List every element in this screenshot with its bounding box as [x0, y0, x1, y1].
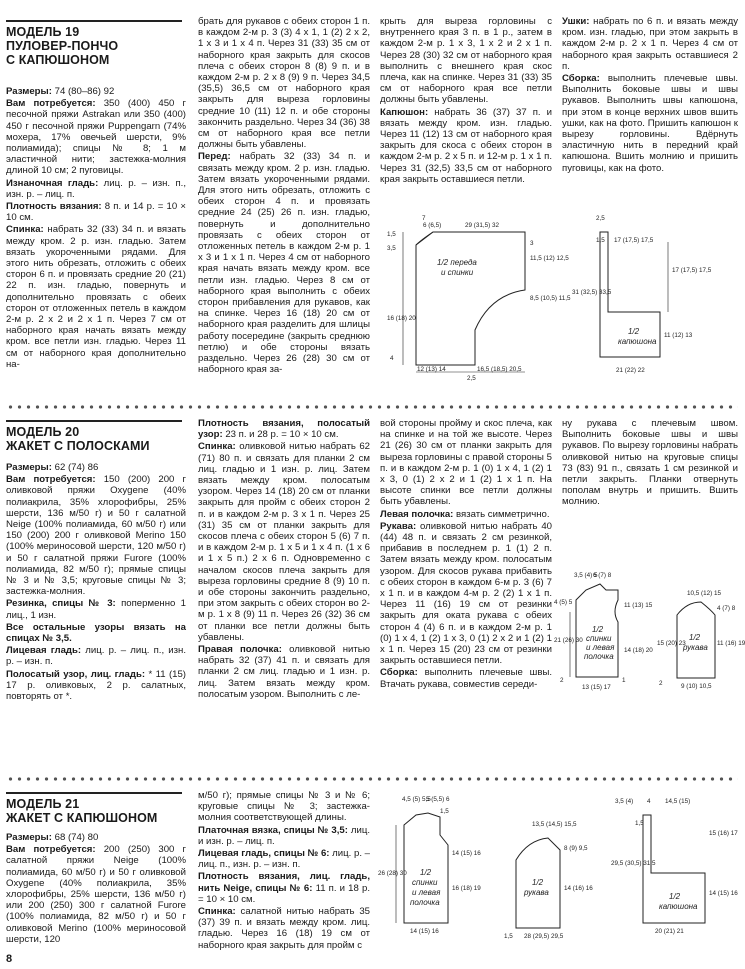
paragraph — [6, 598, 186, 620]
paragraph-text: 11 п. и 18 р. = 10 × 10 см. — [198, 882, 370, 905]
dim-ear-side: 1,5 — [635, 820, 644, 827]
dim-sleeve-side: 11 (16) 19 — [717, 640, 745, 647]
model-19-column-4 — [562, 16, 738, 175]
paragraph-text: м/50 г); прямые спицы № 3 и № 6; круговые спицы № 3; застежка-молния соответствующей длины. — [198, 790, 370, 824]
paragraph — [6, 669, 186, 703]
paragraph — [6, 645, 186, 667]
paragraph — [198, 16, 370, 150]
paragraph — [562, 73, 738, 174]
paragraph-text: ну рукава с плечевым швом. Выполнить боковые швы и швы рукавов. По вырезу горловины набрать оливковой нитью на круговые спицы 73 (83) 91 п., связать 1 см резинкой и петли закрыть. Планки отвернуть пополам внутрь и пришить. Вшить молнию. — [562, 418, 738, 508]
dim-cuff-width: 9 (10) 10,5 — [681, 683, 712, 690]
model-20-column-1 — [6, 462, 186, 703]
paragraph-heading: Полосатый узор, лиц. гладь: — [6, 668, 146, 680]
paragraph-heading: Рукава: — [380, 520, 417, 532]
model-20-sleeve-diagram — [655, 590, 745, 690]
paragraph-heading: Резинка, спицы № 3: — [6, 598, 116, 610]
dim-ear-top: 4 — [647, 798, 651, 805]
paragraph — [562, 16, 738, 72]
dim-hood-right: 17 (17,5) 17,5 — [672, 267, 712, 274]
paragraph — [562, 418, 738, 508]
piece-label-4: полочка — [584, 652, 614, 661]
dim-sleeve-length: 15 (20) 23 — [657, 640, 686, 647]
paragraph-text: лиц. р. – лиц. п., изн. р. – изн. п. — [198, 848, 370, 871]
section-divider-1 — [6, 404, 738, 410]
paragraph-heading: Капюшон: — [380, 106, 429, 118]
model-20-back-front-diagram — [554, 572, 653, 692]
dim-side: 16 (18) 19 — [452, 885, 481, 892]
paragraph-text: салатной нитью набрать 35 (37) 39 п. и вязать между кром. лиц. гладью. Через 16 (18) 19 см от наборного края закрыть для пройм с — [198, 906, 370, 951]
model-21-sleeve-diagram — [490, 821, 593, 940]
paragraph-text: набрать 32 (33) 34 п. и вязать между кром. 2 р. изн. гладью. Затем вязать укороченными рядами. Для этого нить обрезать, отложить с обеих сторон 6 п. и провязать средние 20 (21) 22 п. изн. гладью, повернуть и дополнительно провязать с обеих сторон от отложенных петель в каждом 2-м р. 2 х 2 и 2 х 1 п. Через 7 см от наборного края начать вязать между кром. все петли изн. гладью. Через 11 см от наборного края дополнительно на- — [6, 224, 186, 370]
model-21-column-1 — [6, 832, 186, 946]
dim-hood-width: 21 (22) 22 — [616, 367, 645, 374]
paragraph-text: * 11 (15) 17 р. оливковых, 2 р. салатных, повторять от *. — [6, 668, 186, 703]
paragraph-heading: Размеры: — [6, 462, 52, 473]
paragraph-heading: Спинка: — [198, 906, 236, 918]
model-21-header — [6, 797, 186, 825]
model-19-number: МОДЕЛЬ 19 — [6, 25, 80, 39]
paragraph-heading: Спинка: — [198, 441, 236, 453]
dim-hood-top: 17 (17,5) 17,5 — [614, 237, 654, 244]
dim-shoulder-width: 29 (31,5) 32 — [465, 222, 499, 229]
paragraph-text: набрать 36 (37) 37 п. и вязать между кром. изн. гладью. Через 11 (12) 13 см от наборного края закрыть для скоса с обеих сторон в каждом 2-м р. 2 х 5 п. и 12-м р. 1 х 1 п. Через 31 (32,5) 33,5 см от наборного края закрыть оставшиеся петли. — [380, 106, 552, 185]
paragraph — [6, 844, 186, 945]
paragraph-text: поперменно 1 лиц., 1 изн. — [6, 598, 186, 621]
dim-ear: 3,5 (4) — [615, 798, 634, 805]
dim-shoulder-drop: 1,5 — [440, 808, 449, 815]
model-19-column-1 — [6, 86, 186, 371]
paragraph — [380, 107, 552, 185]
paragraph-text: 200 (250) 300 г салатной пряжи Neige (100% полиамида, 60 м/50 г) и 50 г оливковой Oxygene (40% полиакрила, 35% хлорофибры, 25% шерсти, 136 м/50 г) или 200 (250) 300 г салатной Furore (100% полиамида, 82 м/50 г) и 50 г оливковой Merino (100% мериносовой шерсти, 120 — [6, 844, 186, 945]
paragraph-heading: Сборка: — [380, 667, 418, 679]
paragraph-text: выполнить плечевые швы. Выполнить боковые швы и швы рукавов. Выполнить швы капюшона, при этом в конце верхних швов вшить ушки, как на фото. Пришить капюшон к вырезу горловины. Вдёрнуть эластичную нить в передний край капюшона. Вшить молнию и пришить пуговицы, как на фото. — [562, 73, 738, 174]
section-divider-2 — [6, 776, 738, 782]
dim-ear-top: 2,5 — [596, 215, 605, 222]
dim-cap-top: 13,5 (14,5) 15,5 — [532, 821, 577, 828]
model-19-rule — [6, 20, 182, 22]
dim-neck-depth-2: 3,5 — [387, 245, 396, 252]
hood-label-1: 1/2 — [669, 892, 681, 901]
dim-cap-top: 10,5 (12) 15 — [687, 590, 721, 597]
dim-neck: 4,5 (5) 5,5 — [402, 796, 431, 803]
paragraph — [198, 871, 370, 905]
dim-edge: 1 — [622, 677, 626, 684]
paragraph-heading: Размеры: — [6, 86, 52, 97]
paragraph-text: крыть для выреза горловины с внутреннего края 3 п. в 1 р., затем в каждом 2-м р. 1 х 3, 1 х 2 и 2 х 1 п. Через 28 (30) 32 см от наборного края выполнить с внешнего края скос плеча, как на спинке. Через 31 (33) 35 см от наборного края все петли должны быть убавлены. — [380, 16, 552, 106]
dim-hood-base: 11 (12) 13 — [664, 332, 693, 339]
model-21-hood-diagram — [611, 795, 738, 935]
dim-width: 14 (15) 16 — [410, 928, 439, 935]
piece-label-hood-2: капюшона — [618, 337, 657, 346]
sleeve-label-1: 1/2 — [689, 633, 701, 642]
paragraph-heading: Вам потребуется: — [6, 474, 96, 486]
paragraph-heading: Изнаночная гладь: — [6, 177, 99, 189]
paragraph-text: набрать по 6 п. и вязать между кром. изн. гладью, при этом закрыть в каждом 2-м р. 2 х 1 п. Через 4 см от наборного края закрыть оставшиеся 2 п. — [562, 16, 738, 72]
paragraph — [6, 86, 186, 97]
paragraph — [6, 178, 186, 200]
sleeve-label-2: рукава — [524, 888, 549, 897]
paragraph-text: оливковой нитью набрать 32 (37) 41 п. и связать для планки 2 см лиц. гладью и 1 изн. р. лиц. Затем вязать между кром. полосатым узором. Выполнить с ле- — [198, 644, 370, 700]
paragraph — [6, 622, 186, 644]
dim-width: 13 (15) 17 — [582, 684, 611, 691]
sleeve-label-1: 1/2 — [532, 878, 544, 887]
model-20-rule — [6, 420, 182, 422]
paragraph-heading: Все остальные узоры вязать на спицах № 3,5. — [6, 621, 186, 645]
paragraph — [198, 441, 370, 643]
paragraph — [380, 16, 552, 106]
model-21-column-2 — [198, 790, 370, 952]
piece-label-3: и левая — [412, 888, 441, 897]
dim-hood-height: 29,5 (30,5) 31,5 — [611, 860, 656, 867]
paragraph-heading: Ушки: — [562, 16, 590, 27]
dim-shoulder-drop: 3 — [530, 240, 534, 247]
paragraph — [198, 151, 370, 375]
dim-ear-side: 1,5 — [596, 237, 605, 244]
paragraph — [198, 644, 370, 700]
model-21-rule — [6, 792, 182, 794]
paragraph-heading: Плотность вязания, полосатый узор: — [198, 418, 370, 441]
paragraph-text: 62 (74) 86 — [51, 462, 99, 473]
dim-bottom-left: 12 (13) 14 — [417, 366, 446, 373]
model-21-title: ЖАКЕТ С КАПЮШОНОМ — [6, 811, 158, 825]
dim-shoulder: 6 (7) 8 — [593, 572, 612, 579]
dim-cuff: 1,5 — [504, 933, 513, 940]
paragraph — [198, 418, 370, 440]
paragraph-text: вязать симметрично. — [453, 508, 550, 520]
paragraph-text: 8 п. и 14 р. = 10 × 10 см. — [6, 201, 186, 224]
paragraph-text: лиц. и изн. р. – лиц. п. — [198, 824, 370, 847]
dim-bottom-gap: 2,5 — [467, 375, 476, 382]
sleeve-label-2: рукава — [683, 643, 708, 652]
paragraph — [6, 474, 186, 597]
dim-neck-width: 6 (6,5) — [423, 222, 442, 229]
model-20-number: МОДЕЛЬ 20 — [6, 425, 80, 439]
paragraph-text: лиц. р. – изн. п., изн. р. – лиц. п. — [6, 177, 186, 200]
dim-neck-top: 7 — [422, 215, 426, 222]
hood-label-2: капюшона — [659, 902, 698, 911]
paragraph — [198, 906, 370, 951]
model-19-title-line-1: ПУЛОВЕР-ПОНЧО — [6, 39, 119, 53]
dim-cap-height: 8 (9) 9,5 — [564, 845, 588, 852]
paragraph — [6, 462, 186, 473]
piece-label-front-back-1: 1/2 переда — [437, 258, 477, 267]
dim-sleeve-height: 11,5 (12) 12,5 — [530, 255, 569, 262]
dim-hood-height: 31 (32,5) 33,5 — [572, 289, 612, 296]
model-20-column-3 — [380, 418, 552, 691]
paragraph-text: выполнить плечевые швы. Втачать рукава, совместив середи- — [380, 667, 552, 690]
dim-side: 14 (18) 20 — [624, 647, 653, 654]
paragraph — [6, 224, 186, 370]
paragraph-text: 150 (200) 200 г оливковой пряжи Oxygene (40% полиакрила, 35% хлорофибры, 25% шерсти, 136 м/50 г) и 50 г салатной Neige (100% полиамида, 60 м/50 г) или 150 (200) 200 г оливковой Merino 150 (100% мериносовой шерсти, 120 м/50 г) и 50 г салатной пряжи Furore (100% полиамида, 82 м/50 г); прямые спицы № 3 и № 3,5; круговые спицы № 3; застежка-молния. — [6, 474, 186, 598]
model-19-front-back-diagram — [387, 210, 571, 382]
paragraph — [198, 848, 370, 870]
paragraph-text: 23 п. и 28 р. = 10 × 10 см. — [222, 429, 339, 441]
piece-label-3: и левая — [586, 643, 615, 652]
piece-label-2: спинки — [586, 634, 612, 643]
dim-side-height: 8,5 (10,5) 11,5 — [530, 295, 571, 302]
paragraph-heading: Размеры: — [6, 832, 52, 843]
paragraph — [380, 667, 552, 689]
paragraph-text: лиц. р. – лиц. п., изн. р. – изн. п. — [6, 645, 187, 668]
model-19-title-line-2: С КАПЮШОНОМ — [6, 53, 110, 67]
paragraph — [380, 418, 552, 508]
piece-label-hood-1: 1/2 — [628, 327, 640, 336]
paragraph-heading: Лицевая гладь: — [6, 645, 82, 657]
page-number: 8 — [6, 953, 13, 965]
paragraph-heading: Сборка: — [562, 73, 600, 85]
model-19-column-3 — [380, 16, 552, 186]
dim-hem: 4 — [390, 355, 394, 362]
paragraph-heading: Вам потребуется: — [6, 98, 96, 110]
piece-label-front-back-2: и спинки — [441, 268, 474, 277]
paragraph-heading: Левая полочка: — [380, 508, 454, 520]
dim-neck-depth-1: 1,5 — [387, 231, 396, 238]
paragraph — [6, 98, 186, 176]
piece-label-1: 1/2 — [420, 868, 432, 877]
paragraph-heading: Плотность вязания, лиц. гладь, нить Neige, спицы № 6: — [198, 871, 370, 894]
model-19-header — [6, 25, 186, 67]
dim-cuff: 2 — [659, 680, 663, 687]
model-21-back-front-diagram — [380, 795, 480, 935]
dim-neck: 3,5 (4) 5 — [574, 572, 598, 579]
paragraph — [198, 825, 370, 847]
dim-hood-right: 15 (16) 17 — [709, 830, 738, 837]
paragraph — [380, 509, 552, 520]
piece-label-2: спинки — [412, 878, 438, 887]
paragraph-heading: Правая полочка: — [198, 644, 282, 656]
dim-body-height: 21 (26) 30 — [554, 637, 583, 644]
paragraph-heading: Вам потребуется: — [6, 844, 96, 856]
model-20-header — [6, 425, 186, 453]
paragraph-heading: Плотность вязания: — [6, 201, 102, 213]
paragraph-heading: Спинка: — [6, 224, 44, 236]
paragraph-heading: Перед: — [198, 151, 231, 163]
paragraph-text: оливковой нитью набрать 62 (71) 80 п. и связать для планки 2 см лиц. гладью и 1 изн. р. лиц. Затем вязать между кром. полосатым узором. Через 14 (18) 20 см от планки закрыть для пройм с обеих сторон 2 п. и в каждом 2-м р. 3 х 1 п. Через 25 (31) 35 см от планки закрыть для скосов плеча с обеих сторон 5 (6) 7 п. и в каждом 2-м р. 1 х 5 и 1 х 4 п. (1 х 6 и 1 х 5 п.) 2 х 6 п. Одновременно с началом скосов плеча закрыть для выреза горловины средние 8 (9) 10 п. и обе стороны закончить раздельно, при этом закрыть с обеих сторон во 2-м р. 1 х 8 (9) 11 п. Через 26 (32) 36 см от планки все петли должны быть убавлены. — [198, 441, 370, 643]
dim-cuff-width: 28 (29,5) 29,5 — [524, 933, 564, 940]
paragraph-text: набрать 32 (33) 34 п. и связать между кром. 2 р. изн. гладью. Затем вязать укороченными рядами. Для этого нить обрезать, отложить с обеих сторон 4 п. и провязать средние 24 (25) 26 п. изн. гладью, повернуть и дополнительно провязать с обеих сторон от отложенных петель в каждом 2-м р. 1 х 3 и 1 х 1 п. Через 4 см от наборного края начать вязать между кром. все петли изн. гладью. Через 8 см от наборного края выполнить с обеих сторон прибавления для рукавов, как на спинке. Через 16 (18) 20 см от наборного края разделить для шлицы работу посередине (закрыть среднюю петлю) и обе стороны вязать раздельно. Через 26 (28) 30 см от наборного края за- — [198, 151, 370, 376]
model-20-column-4 — [562, 418, 738, 509]
paragraph-heading: Лицевая гладь, спицы № 6: — [198, 848, 330, 860]
dim-shoulder: 5 (5,5) 6 — [426, 796, 450, 803]
dim-hood-top: 14,5 (15) — [665, 798, 691, 805]
piece-label-1: 1/2 — [592, 625, 604, 634]
model-20-column-2 — [198, 418, 370, 701]
model-19-column-2 — [198, 16, 370, 377]
paragraph-text: 74 (80–86) 92 — [51, 86, 115, 97]
dim-body-height: 26 (28) 30 — [378, 870, 407, 877]
paragraph — [6, 201, 186, 223]
paragraph — [380, 521, 552, 667]
dim-cap-height: 4 (7) 8 — [717, 605, 736, 612]
dim-bottom-right: 16,5 (18,5) 20,5 — [477, 366, 522, 373]
model-21-number: МОДЕЛЬ 21 — [6, 797, 80, 811]
model-20-title: ЖАКЕТ С ПОЛОСКАМИ — [6, 439, 150, 453]
dim-band: 2 — [560, 677, 564, 684]
piece-label-4: полочка — [410, 898, 440, 907]
dim-armhole-top: 4 (5) 5 — [554, 599, 573, 606]
paragraph-text: брать для рукавов с обеих сторон 1 п. в каждом 2-м р. 3 (3) 4 х 1, 1 (2) 2 х 2, 1 х 3 и 1 х 4 п. Через 31 (33) 35 см от наборного края закрыть для скосов плеча с обеих сторон 8 (8) 9 п. и в каждом 2-м р. 2 х 8 (9) 9 п. Через 34,5 (35,5) 36,5 см от наборного края закрыть для выреза горловины средние 10 (11) 12 п. и обе стороны закончить раздельно. Через 34 (36) 38 см от наборного края все петли должны быть убавлены. — [198, 16, 371, 151]
dim-armhole: 14 (15) 16 — [452, 850, 481, 857]
paragraph — [6, 832, 186, 843]
paragraph-text: оливковой нитью набрать 40 (44) 48 п. и связать 2 см резинкой, прибавив в последнем р. 1 (1) 2 п. Затем вязать между кром. полосатым узором. Для скосов рукава прибавить с обеих сторон в каждом 6-м р. 3 (6) 7 х 1 п. и в каждом 4-м р. 2 (2) 1 х 1 п. Через 11 (16) 19 см от резинки закрыть для оката рукава с обеих сторон 4 (4) 6 п. и в каждом 2-м р. 1 (0) 1 х 4, 1 (2) 1 х 3, 0 (1) 2 х 2 и 1 (2) 1 х 1 п. Через 15 (20) 23 см от резинки закрыть оставшиеся петли. — [380, 520, 552, 667]
dim-sleeve-side: 14 (16) 16 — [564, 885, 593, 892]
dim-hood-width: 20 (21) 21 — [655, 928, 684, 935]
paragraph — [198, 790, 370, 824]
paragraph-text: 68 (74) 80 — [51, 832, 99, 843]
model-19-hood-diagram — [572, 212, 712, 382]
dim-hood-base: 14 (15) 16 — [709, 890, 738, 897]
paragraph-text: 350 (400) 450 г песочной пряжи Astrakan или 350 (400) 450 г песочной пряжи Puppengarn (74% мохера, 17% овечьей шерсти, 9% полиамида); спицы № 8; 1 м эластичной нити; застежка-молния длиной 10 см; 2 пуговицы. — [6, 98, 186, 177]
paragraph-text: вой стороны пройму и скос плеча, как на спинке и на той же высоте. Через 21 (26) 30 см от планки закрыть для выреза горловины с правой стороны 5 п. и в каждом 2-м р. 1 (0) 1 х 4, 1 (2) 1 х 3, 0 (1) 2 х 2 и 1 (2) 1 х 1 п. На высоте спинки все петли должны быть убавлены. — [380, 418, 552, 508]
dim-armhole: 11 (13) 15 — [624, 602, 653, 609]
paragraph-heading: Платочная вязка, спицы № 3,5: — [198, 824, 348, 836]
dim-slit-height: 16 (18) 20 — [387, 315, 416, 322]
